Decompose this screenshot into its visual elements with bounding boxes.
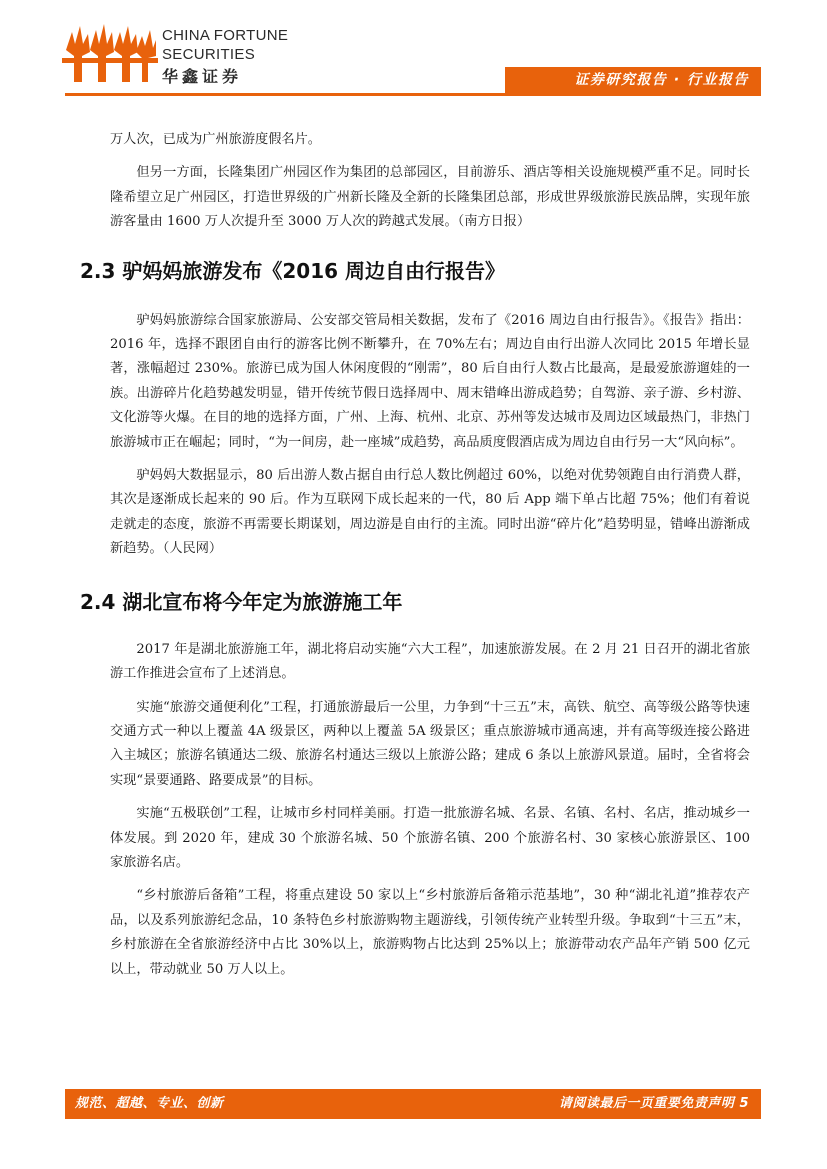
- company-flame-logo-icon: [62, 22, 158, 84]
- company-name-en-line1: CHINA FORTUNE: [162, 27, 289, 44]
- header-divider: [65, 93, 761, 96]
- footer-slogan: 规范、超越、专业、创新: [75, 1096, 224, 1111]
- footer-banner: [65, 1089, 761, 1119]
- report-type-banner: 证券研究报告 · 行业报告: [505, 67, 761, 93]
- company-name-en-line2: SECURITIES: [162, 46, 256, 63]
- company-name-cn: 华鑫证券: [162, 67, 243, 86]
- paragraph-lvmama-data: 驴妈妈大数据显示，80 后出游人数占据自由行总人数比例超过 60%，以绝对优势领跑自由行消费人群，其次是逐渐成长起来的 90 后。作为互联网下成长起来的一代，80 后 App 端下单占比超 75%；他们有着说走就走的态度，旅游不再需要长期谋划，周边游是自由行的主流。同时出游“碎片化”趋势明显，错峰出游渐成新趋势。（人民网）: [110, 468, 750, 557]
- paragraph-lvmama-report: 驴妈妈旅游综合国家旅游局、公安部交管局相关数据，发布了《2016 周边自由行报告》。《报告》指出：2016 年，选择不跟团自由行的游客比例不断攀升，在 70%左右；周边自由行出游人次同比 2015 年增长显著，涨幅超过 230%。旅游已成为国人休闲度假的“刚需”，80 后自由行人数占比最高，是最爱旅游遛娃的一族。出游碎片化趋势越发明显，错开传统节假日选择周中、周末错峰出游成趋势；自驾游、亲子游、乡村游、文化游等火爆。在目的地的选择方面，广州、上海、杭州、北京、苏州等发达城市及周边区域最热门，非热门旅游城市正在崛起；同时，“为一间房，赴一座城”成趋势，高品质度假酒店成为周边自由行另一大“风向标”。: [110, 312, 750, 450]
- paragraph-hubei-intro: 2017 年是湖北旅游施工年，湖北将启动实施“六大工程”，加速旅游发展。在 2 月 21 日召开的湖北省旅游工作推进会宣布了上述消息。: [110, 641, 750, 682]
- report-body: [80, 128, 750, 982]
- company-name-en: [162, 26, 288, 64]
- section-heading-2-3: 2.3 驴妈妈旅游发布《2016 周边自由行报告》: [80, 258, 506, 283]
- paragraph-continued: 万人次，已成为广州旅游度假名片。: [110, 132, 321, 147]
- paragraph-changlong: 但另一方面，长隆集团广州园区作为集团的总部园区，目前游乐、酒店等相关设施规模严重不足。同时长隆希望立足广州园区，打造世界级的广州新长隆及全新的长隆集团总部，形成世界级旅游民族品牌，实现年旅游客量由 1600 万人次提升至 3000 万人次的跨越式发展。（南方日报）: [110, 165, 750, 230]
- company-logo: [62, 18, 302, 88]
- paragraph-hubei-rural: “乡村旅游后备箱”工程，将重点建设 50 家以上“乡村旅游后备箱示范基地”，30 种“湖北礼道”推荐农产品，以及系列旅游纪念品，10 条特色乡村旅游购物主题游线，引领传统产业转型升级。争取到“十三五”末，乡村旅游在全省旅游经济中占比 30%以上，旅游购物占比达到 25%以上；旅游带动农产品年产销 500 亿元以上，带动就业 50 万人以上。: [110, 888, 750, 977]
- footer-disclaimer: 请阅读最后一页重要免责声明 5: [558, 1096, 749, 1111]
- paragraph-hubei-transport: 实施“旅游交通便利化”工程，打通旅游最后一公里，力争到“十三五”末，高铁、航空、高等级公路等快速交通方式一种以上覆盖 4A 级景区，两种以上覆盖 5A 级景区；重点旅游城市通高速，并有高等级连接公路进入主城区；旅游名镇通达二级、旅游名村通达三级以上旅游公路；建成 6 条以上旅游风景道。届时，全省将会实现“景要通路、路要成景”的目标。: [110, 699, 750, 788]
- section-heading-2-4: 2.4 湖北宣布将今年定为旅游施工年: [80, 589, 403, 614]
- paragraph-hubei-five-poles: 实施“五极联创”工程，让城市乡村同样美丽。打造一批旅游名城、名景、名镇、名村、名店，推动城乡一体发展。到 2020 年，建成 30 个旅游名城、50 个旅游名镇、200 个旅游名村、30 家核心旅游景区、100 家旅游名店。: [110, 806, 750, 870]
